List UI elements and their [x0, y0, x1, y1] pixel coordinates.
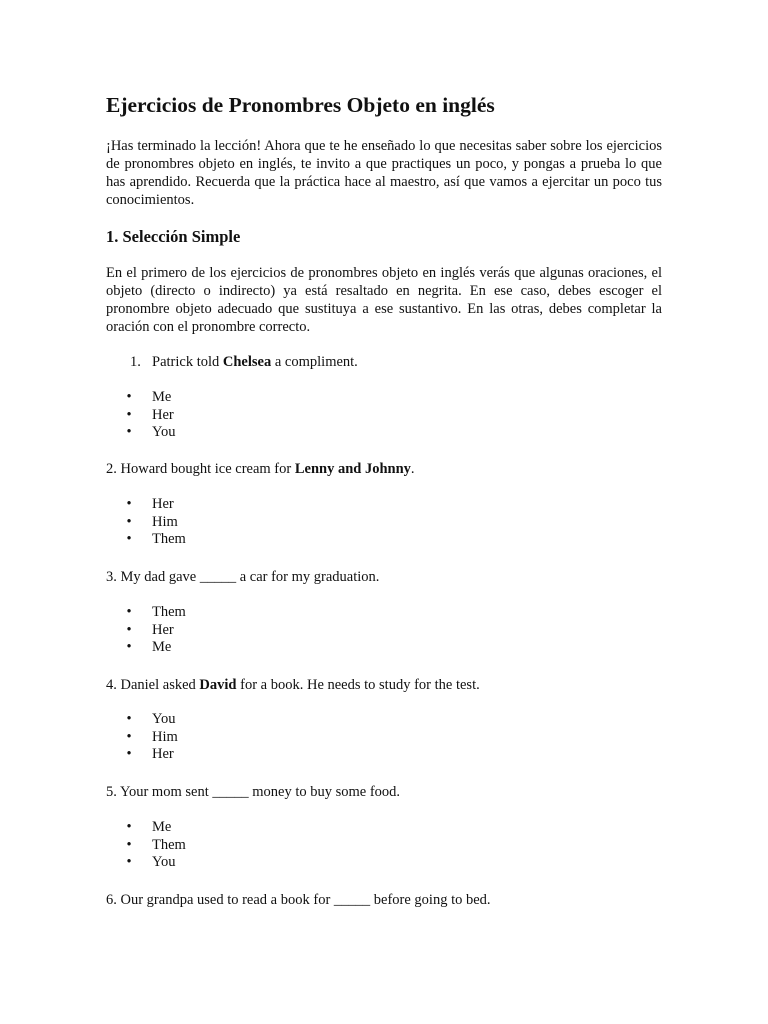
options-list-2	[124, 496, 186, 549]
option-item	[124, 819, 186, 837]
options-list-1	[124, 389, 176, 442]
question-text: My dad gave _____ a car for my graduation.	[116, 569, 380, 585]
bullet-icon: •	[126, 639, 132, 656]
question-number: 4.	[106, 677, 117, 693]
option-item	[124, 496, 186, 514]
option-label: Her	[152, 406, 174, 423]
bullet-icon: •	[126, 711, 132, 727]
section-description: En el primero de los ejercicios de pronombres objeto en inglés verás que algunas oraciones, el objeto (directo o indirecto) ya está resaltado en negrita. En ese caso, debes escoger el pronombre objeto adecuado que sustituya a ese sustantivo. En las otras, debes completar la oración con el pronombre correcto.	[106, 265, 662, 335]
question-text-end: for a book. He needs to study for the test.	[236, 677, 480, 693]
question-bold-object: Chelsea	[222, 354, 272, 370]
options-list-5	[124, 819, 186, 872]
question-number: 5.	[106, 784, 117, 800]
option-label: Me	[152, 389, 172, 405]
option-label: You	[152, 424, 176, 441]
question-text: Howard bought ice cream for	[116, 461, 295, 477]
bullet-icon: •	[126, 854, 132, 871]
option-label: Her	[152, 496, 174, 512]
bullet-icon: •	[126, 819, 132, 835]
question-text: Daniel asked	[116, 677, 200, 693]
option-label: Her	[152, 746, 174, 763]
bullet-icon: •	[126, 746, 132, 763]
question-2	[106, 460, 415, 478]
bullet-icon: •	[126, 496, 132, 512]
option-label: Them	[152, 836, 186, 853]
question-text: Your mom sent _____ money to buy some food.	[116, 784, 401, 800]
option-label: Me	[152, 639, 172, 656]
option-item	[124, 407, 176, 425]
option-item	[124, 837, 186, 855]
option-label: Them	[152, 531, 186, 548]
question-bold-object: Lenny and Johnny	[294, 461, 411, 477]
question-4	[106, 676, 480, 694]
option-label: Him	[152, 513, 178, 530]
bullet-icon: •	[126, 531, 132, 548]
bullet-icon: •	[126, 728, 132, 745]
option-label: Me	[152, 819, 172, 835]
option-item	[124, 514, 186, 532]
option-item	[124, 389, 176, 407]
question-5	[106, 783, 400, 801]
option-label: Her	[152, 621, 174, 638]
question-text-end: .	[410, 461, 415, 477]
bullet-icon: •	[126, 406, 132, 423]
option-item	[124, 424, 176, 442]
option-item	[124, 604, 186, 622]
question-text: Our grandpa used to read a book for _____ before going to bed.	[116, 892, 491, 908]
question-text-end: a compliment.	[271, 354, 358, 370]
question-6	[106, 891, 491, 909]
bullet-icon: •	[126, 621, 132, 638]
intro-paragraph: ¡Has terminado la lección! Ahora que te he enseñado lo que necesitas saber sobre los ejercicios de pronombres objeto en inglés, te invito a que practiques un poco, y pongas a prueba lo que has aprendido. Recuerda que la práctica hace al maestro, así que vamos a ejercitar un poco tus conocimientos.	[106, 138, 662, 208]
option-item	[124, 729, 178, 747]
option-item	[124, 711, 178, 729]
section-heading: 1. Selección Simple	[106, 227, 241, 246]
question-number: 3.	[106, 569, 117, 585]
option-item	[124, 854, 186, 872]
bullet-icon: •	[126, 424, 132, 441]
bullet-icon: •	[126, 513, 132, 530]
bullet-icon: •	[126, 389, 132, 405]
option-label: Them	[152, 604, 186, 620]
option-item	[124, 639, 186, 657]
option-label: You	[152, 854, 176, 871]
option-item	[124, 531, 186, 549]
question-text: Patrick told	[152, 354, 223, 370]
question-bold-object: David	[199, 677, 237, 693]
question-number: 6.	[106, 892, 117, 908]
question-number: 2.	[106, 461, 117, 477]
options-list-4	[124, 711, 178, 764]
bullet-icon: •	[126, 604, 132, 620]
option-label: Him	[152, 728, 178, 745]
question-3	[106, 568, 379, 586]
option-item	[124, 746, 178, 764]
option-item	[124, 622, 186, 640]
option-label: You	[152, 711, 176, 727]
bullet-icon: •	[126, 836, 132, 853]
options-list-3	[124, 604, 186, 657]
question-1	[130, 353, 358, 371]
question-number: 1.	[130, 354, 141, 370]
page-title: Ejercicios de Pronombres Objeto en inglés	[106, 93, 495, 117]
